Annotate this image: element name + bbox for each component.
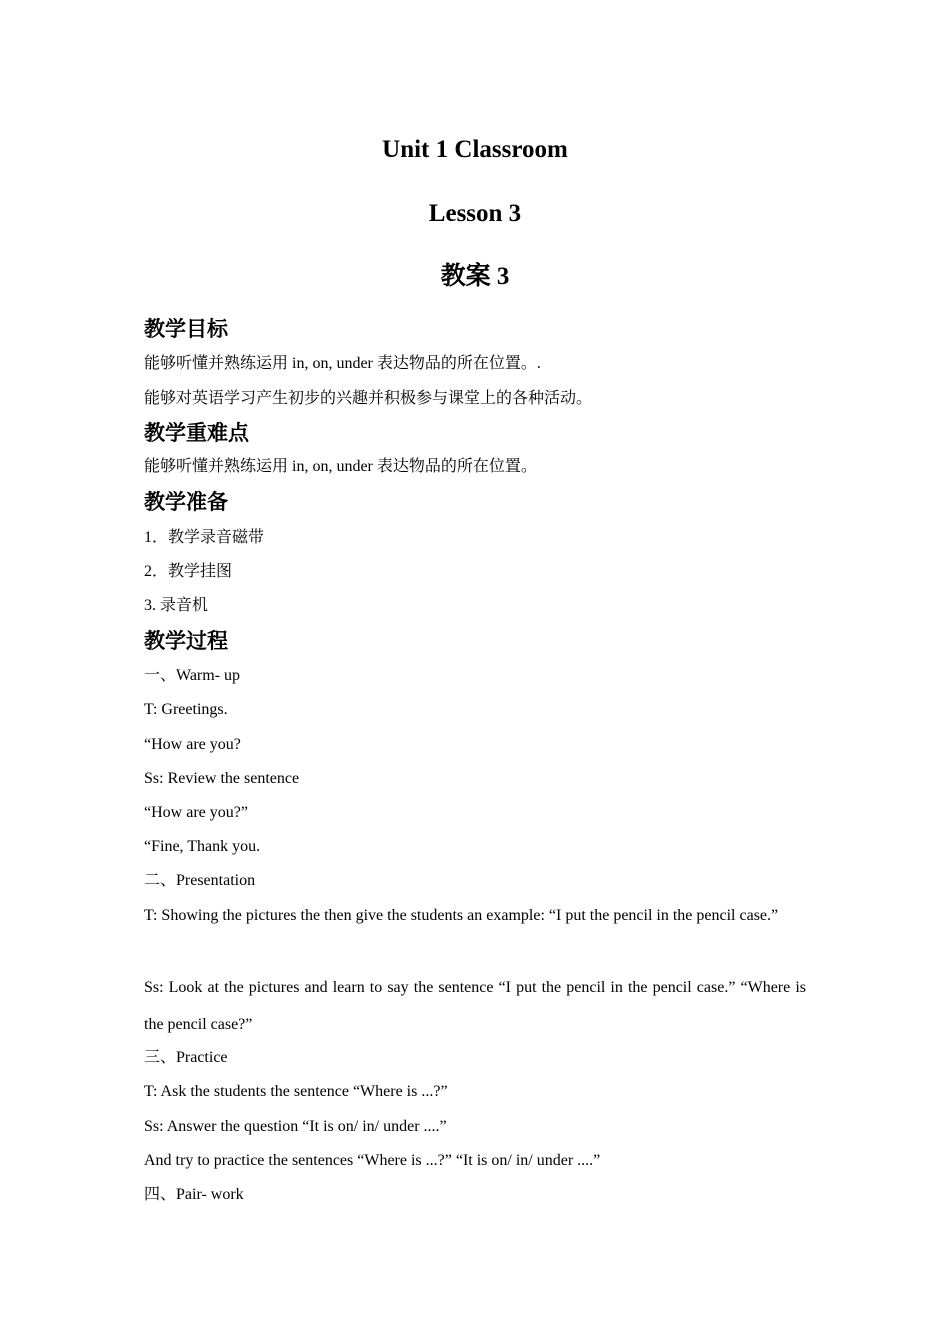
process-line: “How are you?: [144, 736, 241, 753]
process-section-title: 一、Warm- up: [144, 667, 241, 684]
preparation-item: 2．教学挂图: [144, 563, 233, 580]
objective-item: 能够听懂并熟练运用 in, on, under 表达物品的所在位置。.: [144, 355, 541, 372]
preparation-item: 1．教学录音磁带: [144, 529, 265, 546]
process-line: “How are you?”: [144, 804, 248, 821]
lesson-subtitle: Lesson 3: [428, 200, 522, 227]
process-line: “Fine, Thank you.: [144, 838, 261, 855]
key-point-item: 能够听懂并熟练运用 in, on, under 表达物品的所在位置。: [144, 458, 537, 475]
lesson-plan-label: 教案 3: [440, 263, 510, 290]
process-paragraph: T: Showing the pictures the then give the students an example: “I put the pencil in the pencil case.”: [144, 907, 779, 924]
document-title: Unit 1 Classroom: [382, 136, 568, 163]
process-section-title: 四、Pair- work: [144, 1186, 244, 1203]
preparation-item: 3. 录音机: [144, 597, 209, 614]
process-line: Ss: Answer the question “It is on/ in/ under ....”: [144, 1118, 447, 1135]
process-line: And try to practice the sentences “Where is ...?” “It is on/ in/ under ....”: [144, 1152, 601, 1169]
process-line: T: Ask the students the sentence “Where is ...?”: [144, 1083, 448, 1100]
objective-item: 能够对英语学习产生初步的兴趣并积极参与课堂上的各种活动。: [144, 390, 593, 407]
process-section-title: 二、Presentation: [144, 872, 256, 889]
objectives-heading: 教学目标: [144, 317, 228, 341]
key-points-heading: 教学重难点: [144, 421, 249, 445]
process-line: Ss: Review the sentence: [144, 770, 300, 787]
preparation-heading: 教学准备: [144, 490, 228, 514]
process-section-title: 三、Practice: [144, 1049, 228, 1066]
process-paragraph: Ss: Look at the pictures and learn to say the sentence “I put the pencil in the pencil case.” “Where is the pencil case?”: [144, 979, 806, 1033]
process-heading: 教学过程: [144, 629, 228, 653]
process-line: T: Greetings.: [144, 701, 228, 718]
